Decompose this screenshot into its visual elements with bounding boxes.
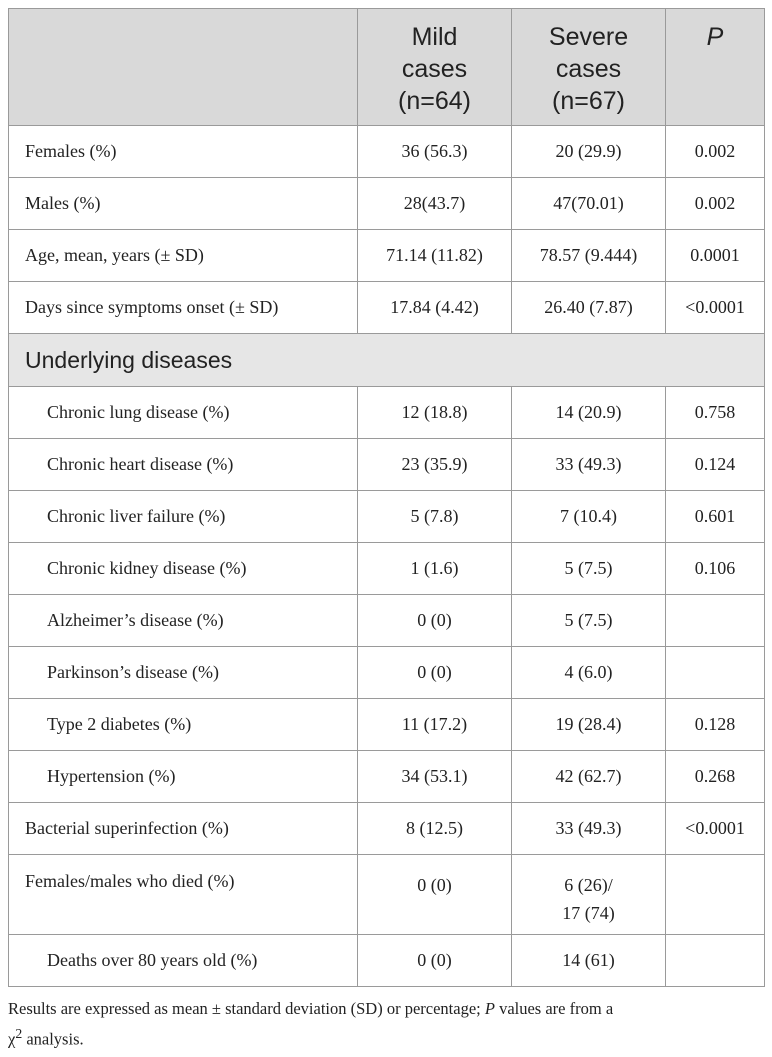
severe-value: 33 (49.3) [512,803,666,855]
p-value: 0.002 [666,178,765,230]
row-label: Age, mean, years (± SD) [9,230,358,282]
p-value: 0.601 [666,491,765,543]
mild-value: 0 (0) [358,855,512,935]
section-heading: Underlying diseases [9,334,765,387]
severe-value: 5 (7.5) [512,543,666,595]
p-value [666,595,765,647]
mild-value: 71.14 (11.82) [358,230,512,282]
row-label: Deaths over 80 years old (%) [9,935,358,987]
header-mild-line3: (n=64) [398,87,471,115]
mild-value: 17.84 (4.42) [358,282,512,334]
severe-value-line1: 6 (26)/ [564,875,613,895]
table-row [9,491,765,543]
mild-value: 0 (0) [358,647,512,699]
mild-value: 12 (18.8) [358,387,512,439]
severe-value: 26.40 (7.87) [512,282,666,334]
table-figure [8,8,764,1052]
row-label: Type 2 diabetes (%) [9,699,358,751]
row-label: Chronic kidney disease (%) [9,543,358,595]
p-value: 0.0001 [666,230,765,282]
severe-value: 20 (29.9) [512,126,666,178]
severe-value: 78.57 (9.444) [512,230,666,282]
severe-value: 42 (62.7) [512,751,666,803]
p-value: 0.124 [666,439,765,491]
table-row [9,126,765,178]
section-row [9,334,765,387]
table-row [9,282,765,334]
mild-value: 1 (1.6) [358,543,512,595]
header-empty-cell [9,9,358,126]
mild-value: 11 (17.2) [358,699,512,751]
header-mild [358,9,512,126]
footnote-superscript: 2 [15,1026,23,1041]
row-label: Males (%) [9,178,358,230]
table-row [9,647,765,699]
p-value: <0.0001 [666,282,765,334]
table-row [9,751,765,803]
p-value: <0.0001 [666,803,765,855]
row-label: Bacterial superinfection (%) [9,803,358,855]
footnote-p-italic: P [484,999,495,1018]
row-label: Days since symptoms onset (± SD) [9,282,358,334]
mild-value: 8 (12.5) [358,803,512,855]
p-value: 0.758 [666,387,765,439]
severe-value: 33 (49.3) [512,439,666,491]
severe-value: 4 (6.0) [512,647,666,699]
p-value [666,855,765,935]
mild-value: 34 (53.1) [358,751,512,803]
severe-value: 47(70.01) [512,178,666,230]
row-label: Parkinson’s disease (%) [9,647,358,699]
header-severe-line2: cases [555,55,622,83]
footnote-text-2: values are from a [494,999,614,1018]
table-row [9,803,765,855]
severe-value-line2: 17 (74) [562,903,615,923]
p-value: 0.002 [666,126,765,178]
mild-value: 28(43.7) [358,178,512,230]
severe-value: 5 (7.5) [512,595,666,647]
p-value: 0.128 [666,699,765,751]
p-value: 0.106 [666,543,765,595]
table-row [9,439,765,491]
table-row [9,699,765,751]
p-value [666,647,765,699]
patient-characteristics-table [8,8,765,987]
mild-value: 0 (0) [358,595,512,647]
table-footnote [8,996,764,1052]
table-row [9,935,765,987]
table-row [9,178,765,230]
row-label: Females (%) [9,126,358,178]
header-row [9,9,765,126]
row-label: Chronic liver failure (%) [9,491,358,543]
row-label: Chronic heart disease (%) [9,439,358,491]
row-label: Females/males who died (%) [9,855,358,935]
p-value: 0.268 [666,751,765,803]
table-row [9,595,765,647]
header-severe [512,9,666,126]
severe-value: 14 (20.9) [512,387,666,439]
table-row [9,543,765,595]
footnote-text-3: analysis. [22,1029,84,1049]
mild-value: 5 (7.8) [358,491,512,543]
severe-value: 19 (28.4) [512,699,666,751]
severe-value: 14 (61) [512,935,666,987]
p-value [666,935,765,987]
header-severe-line3: (n=67) [552,87,625,115]
header-mild-line1: Mild [411,23,458,51]
table-row [9,387,765,439]
table-row [9,855,765,935]
row-label: Hypertension (%) [9,751,358,803]
mild-value: 23 (35.9) [358,439,512,491]
header-severe-line1: Severe [548,23,629,51]
row-label: Chronic lung disease (%) [9,387,358,439]
row-label: Alzheimer’s disease (%) [9,595,358,647]
header-p-value: P [666,9,765,126]
table-row [9,230,765,282]
mild-value: 36 (56.3) [358,126,512,178]
severe-value: 7 (10.4) [512,491,666,543]
header-mild-line2: cases [401,55,468,83]
mild-value: 0 (0) [358,935,512,987]
footnote-chi: χ [8,1029,16,1049]
footnote-text-1: Results are expressed as mean ± standard deviation (SD) or percentage; [8,999,485,1018]
severe-value [512,855,666,935]
